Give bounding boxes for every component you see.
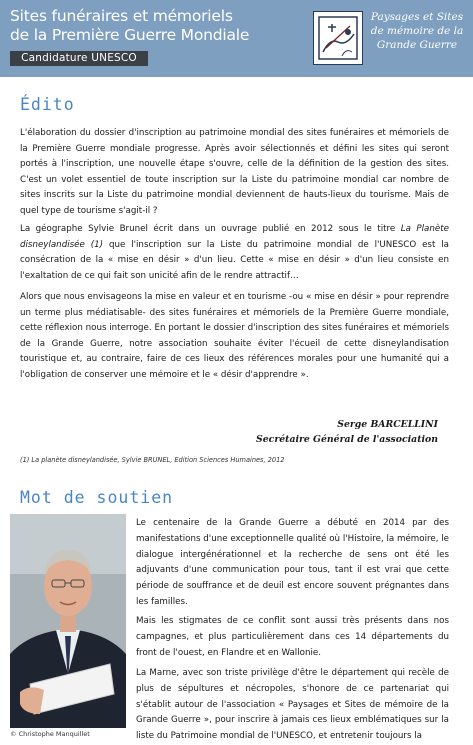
banner-title-line-1: Sites funéraires et mémoriels	[10, 7, 233, 25]
soutien-paragraph-3: La Marne, avec son triste privilège d'être le département qui recèle de plus de sépultures et nécropoles, s'honore de ce partenariat qui s'établit autour de l'association « Paysages et Sites de mémoire de la Grande Guerre », pour inscrire à jamais ces lieux emblématiques sur la liste du Patrimoine mondial de l'UNESCO, et entretenir toujours la	[136, 668, 449, 742]
edito-heading: Édito	[20, 95, 75, 114]
banner-title-line-2: de la Première Guerre Mondiale	[10, 26, 250, 44]
signature-name: Serge BARCELLINI	[337, 419, 438, 430]
logo-text-line-3: Grande Guerre	[376, 39, 458, 51]
portrait-illustration	[10, 514, 126, 728]
book-title: La Planète disneylandisée (1)	[20, 224, 449, 250]
edito-p2-text-end: que l'inscription sur la Liste du patrimoine mondial de l'UNESCO est la consécration de la « mise en désir » d'un lieu. Cette « mise en désir » d'un lieu consiste en l'exaltation de ce qui fait son unicité afin de le rendre attractif…	[20, 239, 449, 281]
edito-paragraph-3: Alors que nous envisageons la mise en valeur et en tourisme -ou « mise en désir » pour reprendre un terme plus médiatisable- des sites funéraires et mémoriels de la Première Guerre mondiale, cette réflexion nous interroge. En portant le dossier d'inscription des sites funéraires et mémoriels de la Grande Guerre, notre association souhaite éviter l'écueil de cette disneylandisation touristique et, au contraire, faire de ces lieux des références morales pour une humanité qui a l'obligation de conserver une mémoire et le « désir d'apprendre ».	[20, 292, 449, 380]
footnote: (1) La planète disneylandisée, Sylvie BRUNEL, Edition Sciences Humaines, 2012	[20, 456, 285, 464]
logo-emblem-icon	[314, 12, 362, 64]
soutien-heading: Mot de soutien	[20, 488, 174, 507]
association-logo	[313, 11, 363, 65]
header-banner	[0, 0, 473, 77]
soutien-paragraph-2: Mais les stigmates de ce conflit sont aussi très présents dans nos campagnes, et plus particulièrement dans ces 14 départements du front de l'ouest, en Flandre et en Wallonie.	[136, 616, 449, 658]
candidature-label: Candidature UNESCO	[10, 51, 148, 66]
logo-text-line-2: de mémoire de la	[370, 25, 464, 37]
photo-credit: © Christophe Manquillet	[10, 730, 90, 738]
soutien-paragraph-1: Le centenaire de la Grande Guerre a débuté en 2014 par des manifestations d'une exceptionnelle qualité où l'Histoire, la mémoire, le dialogue intergénérationnel et la recherche de sens ont été les adjuvants d'une communication pour tous, tant il est vrai que cette période de souffrance et de deuil est encore souvent prégnantes dans les familles.	[136, 518, 449, 607]
portrait-photo	[10, 514, 126, 728]
logo-text-line-1: Paysages et Sites	[370, 11, 464, 23]
edito-paragraph-1: L'élaboration du dossier d'inscription au patrimoine mondial des sites funéraires et mémoriels de la Première Guerre mondiale progresse. Après avoir sélectionnés et défini les sites qui seront portés à l'inscription, une nouvelle étape s'ouvre, celle de la définition de la gestion des sites. C'est un volet essentiel de toute inscription sur la Liste du patrimoine mondial car nombre de sites inscrits sur la Liste du patrimoine mondial deviennent de hauts-lieux du tourisme. Mais de quel type de tourisme s'agit-il ?	[20, 128, 449, 216]
banner-title	[10, 7, 310, 45]
association-name	[363, 10, 471, 52]
signature	[256, 417, 438, 447]
signature-role: Secrétaire Général de l'association	[256, 434, 438, 445]
edito-p2-text: La géographe Sylvie Brunel écrit dans un ouvrage publié en 2012 sous le titre	[20, 224, 401, 234]
edito-paragraph-2	[20, 222, 449, 284]
